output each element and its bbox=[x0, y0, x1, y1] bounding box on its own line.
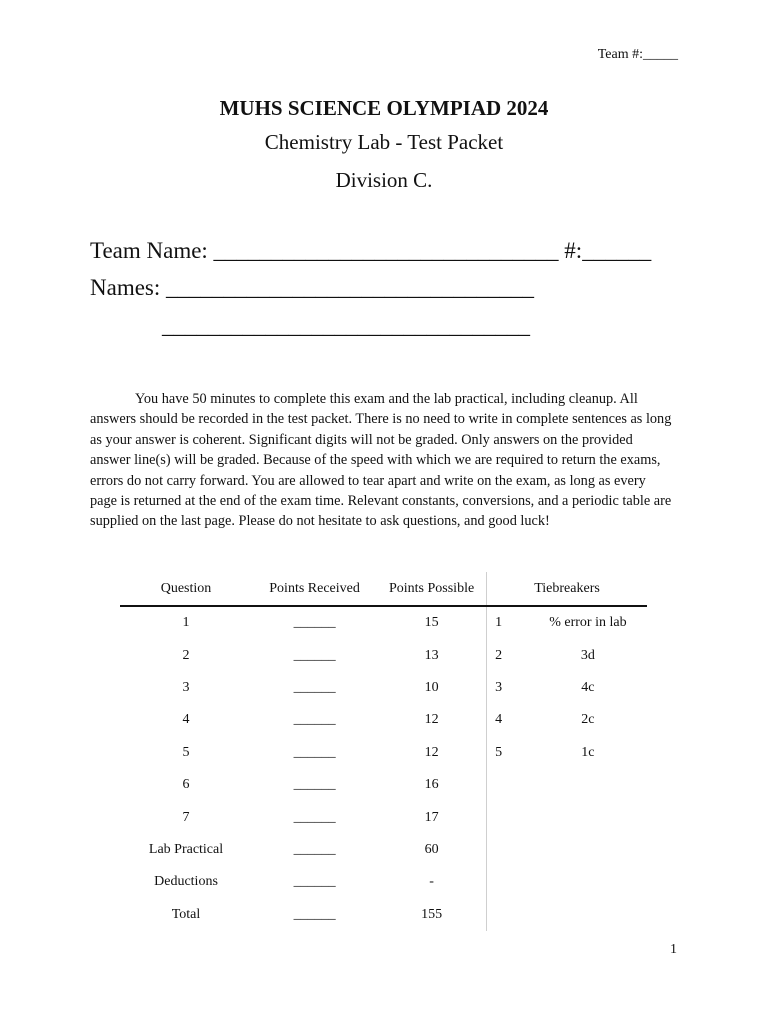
table-row bbox=[120, 899, 647, 931]
points-possible-cell: 12 bbox=[424, 744, 439, 760]
table-row bbox=[120, 801, 647, 833]
team-name-field[interactable]: Team Name: ______________________________ #:______ bbox=[90, 238, 652, 263]
points-possible-cell: 15 bbox=[424, 615, 439, 631]
header-points-received: Points Received bbox=[252, 572, 377, 606]
header-points-possible: Points Possible bbox=[377, 572, 486, 606]
points-possible-cell: 16 bbox=[424, 777, 439, 793]
question-cell: 6 bbox=[182, 777, 190, 793]
question-cell: 7 bbox=[182, 809, 190, 825]
score-table-header bbox=[120, 572, 647, 606]
team-number-field[interactable]: Team #:_____ bbox=[597, 47, 678, 62]
names-field-2[interactable]: ________________________________ bbox=[162, 313, 530, 338]
table-row bbox=[120, 704, 647, 736]
points-received-blank[interactable]: ______ bbox=[293, 874, 336, 890]
question-cell: 3 bbox=[182, 679, 190, 695]
table-row bbox=[120, 769, 647, 801]
tiebreaker-number bbox=[487, 834, 529, 866]
tiebreaker-item bbox=[529, 834, 647, 866]
score-table bbox=[120, 572, 647, 931]
tiebreaker-number bbox=[487, 769, 529, 801]
question-cell: Total bbox=[171, 906, 201, 922]
tiebreaker-item bbox=[529, 899, 647, 931]
tiebreaker-item: % error in lab bbox=[549, 615, 627, 631]
tiebreaker-number bbox=[487, 899, 529, 931]
points-received-blank[interactable]: ______ bbox=[293, 809, 336, 825]
points-received-blank[interactable]: ______ bbox=[293, 615, 336, 631]
points-received-blank[interactable]: ______ bbox=[293, 647, 336, 663]
tiebreaker-number: 1 bbox=[487, 606, 529, 639]
points-received-blank[interactable]: ______ bbox=[293, 841, 336, 857]
points-possible-cell: 17 bbox=[424, 809, 439, 825]
table-row bbox=[120, 606, 647, 639]
table-row bbox=[120, 866, 647, 898]
table-row bbox=[120, 639, 647, 671]
tiebreaker-number: 5 bbox=[487, 737, 529, 769]
page-number: 1 bbox=[670, 942, 677, 957]
question-cell: 2 bbox=[182, 647, 190, 663]
points-possible-cell: - bbox=[429, 874, 434, 890]
table-row bbox=[120, 672, 647, 704]
points-possible-cell: 155 bbox=[421, 906, 443, 922]
table-row bbox=[120, 834, 647, 866]
header-tiebreakers: Tiebreakers bbox=[487, 572, 647, 606]
question-cell: 4 bbox=[182, 712, 190, 728]
points-received-blank[interactable]: ______ bbox=[293, 744, 336, 760]
points-received-blank[interactable]: ______ bbox=[293, 712, 336, 728]
tiebreaker-item bbox=[529, 866, 647, 898]
event-title: MUHS SCIENCE OLYMPIAD 2024 bbox=[219, 96, 549, 120]
points-possible-cell: 10 bbox=[424, 679, 439, 695]
division-title: Division C. bbox=[335, 168, 433, 192]
packet-title: Chemistry Lab - Test Packet bbox=[264, 130, 504, 154]
table-row bbox=[120, 737, 647, 769]
tiebreaker-number: 3 bbox=[487, 672, 529, 704]
points-possible-cell: 12 bbox=[424, 712, 439, 728]
tiebreaker-item: 3d bbox=[580, 647, 595, 663]
points-received-blank[interactable]: ______ bbox=[293, 777, 336, 793]
tiebreaker-item bbox=[529, 769, 647, 801]
tiebreaker-number: 2 bbox=[487, 639, 529, 671]
points-received-blank[interactable]: ______ bbox=[293, 906, 336, 922]
instructions-paragraph: You have 50 minutes to complete this exam and the lab practical, including cleanup. All answers should be recorded in the test packet. There is no need to write in complete sentences as long as your answer is coherent. Significant digits will not be graded. Only answers on the provided answer line(s) will be graded. Because of the speed with which we are required to return the exams, errors do not carry forward. You are allowed to tear apart and write on the exam, as long as every page is returned at the end of the exam time. Relevant constants, conversions, and a periodic table are supplied on the last page. Please do not hesitate to ask questions, and good luck! bbox=[90, 391, 672, 530]
question-cell: Lab Practical bbox=[148, 841, 224, 857]
question-cell: 5 bbox=[182, 744, 190, 760]
header-question: Question bbox=[120, 572, 252, 606]
tiebreaker-item bbox=[529, 801, 647, 833]
points-possible-cell: 13 bbox=[424, 647, 439, 663]
tiebreaker-number bbox=[487, 801, 529, 833]
tiebreaker-number bbox=[487, 866, 529, 898]
names-field-1[interactable]: Names: ________________________________ bbox=[90, 275, 535, 300]
tiebreaker-item: 4c bbox=[581, 679, 595, 695]
tiebreaker-item: 2c bbox=[581, 712, 595, 728]
tiebreaker-item: 1c bbox=[581, 744, 595, 760]
points-received-blank[interactable]: ______ bbox=[293, 679, 336, 695]
question-cell: Deductions bbox=[154, 874, 218, 890]
question-cell: 1 bbox=[182, 615, 190, 631]
points-possible-cell: 60 bbox=[424, 841, 439, 857]
tiebreaker-number: 4 bbox=[487, 704, 529, 736]
